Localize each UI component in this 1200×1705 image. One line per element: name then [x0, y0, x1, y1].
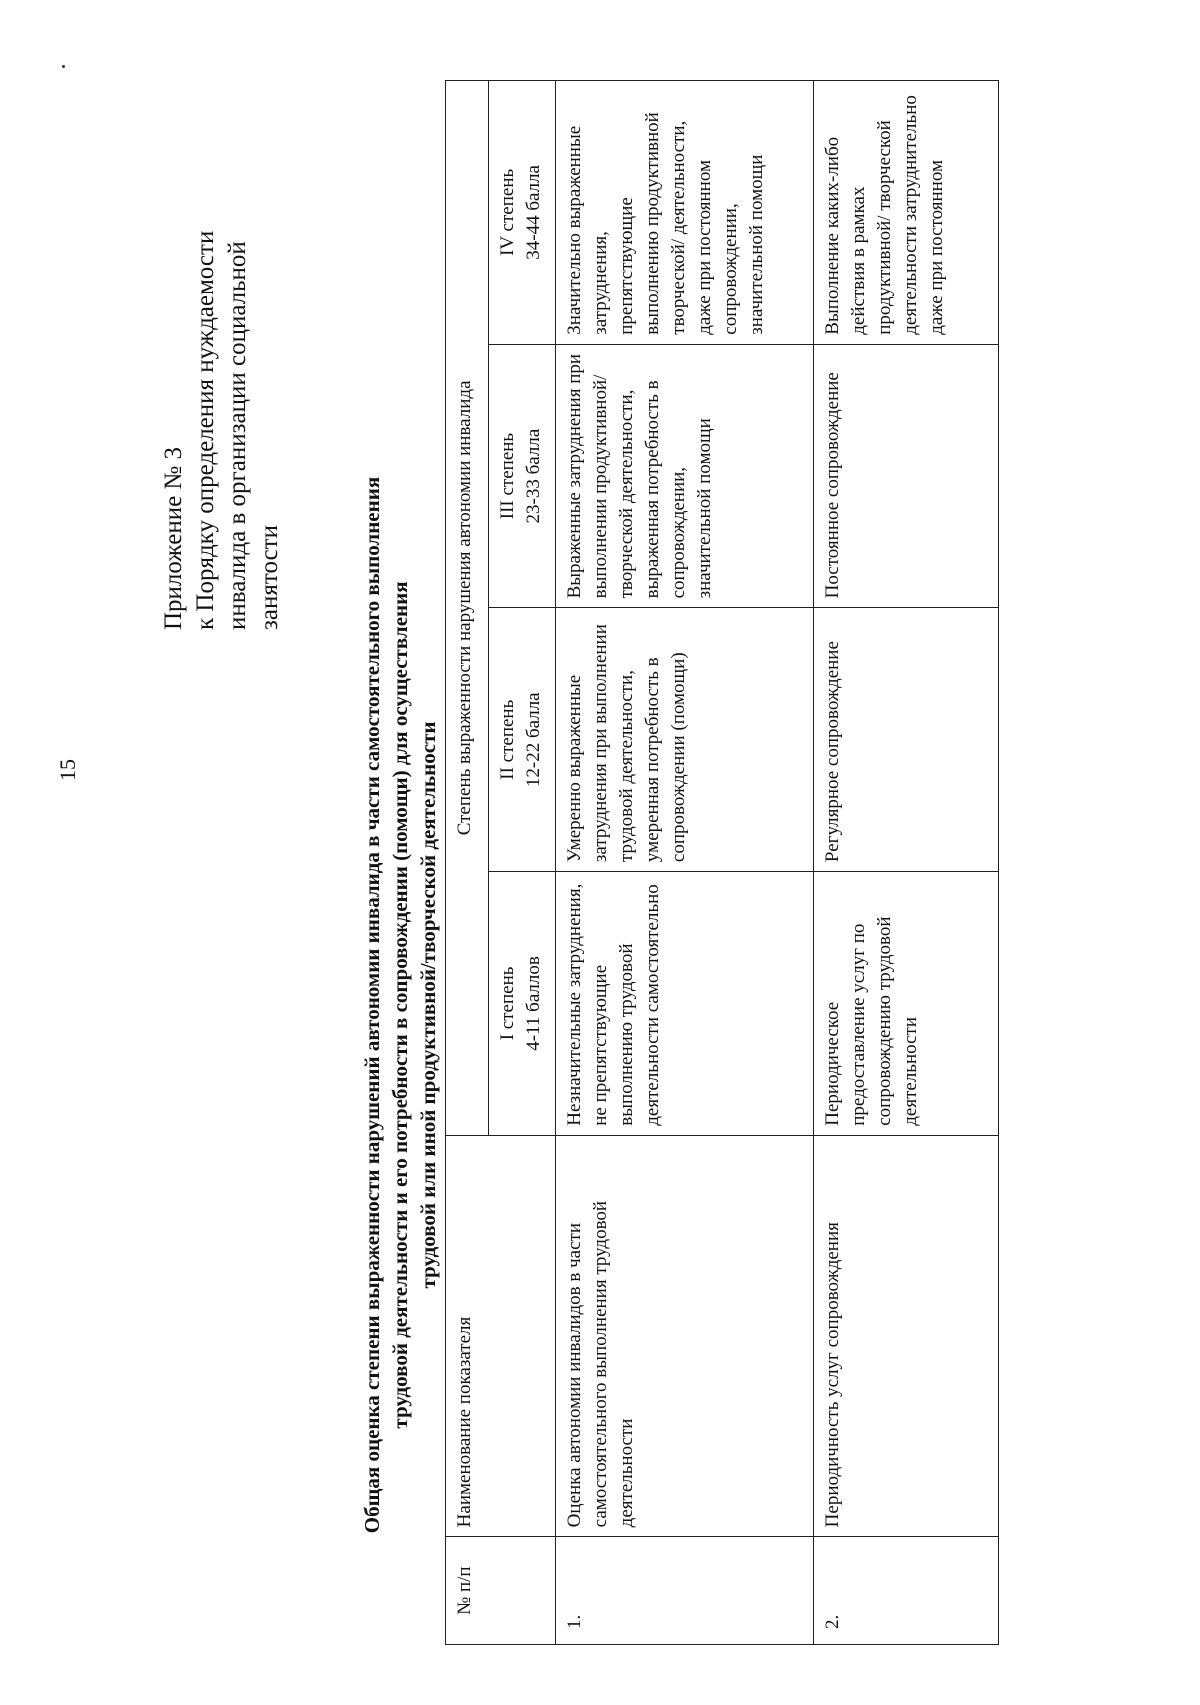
degree-points: 12-22 балла: [523, 692, 544, 788]
header-indicator-name: Наименование показателя: [446, 1135, 556, 1537]
header-degree-1: [489, 872, 556, 1136]
table-row: [556, 81, 814, 1645]
degree-points: 23-33 балла: [523, 428, 544, 524]
header-degree-4: [489, 81, 556, 345]
degree-name: I степень: [497, 966, 518, 1041]
appendix-heading: [158, 50, 286, 630]
table-title-line: трудовой деятельности и его потребности в сопровождении (помощи) для осуществления: [388, 581, 412, 1429]
appendix-line: к Порядку определения нуждаемости: [192, 230, 219, 630]
page-number: 15: [55, 759, 80, 781]
header-num: № п/п: [446, 1537, 556, 1645]
scan-speck: [62, 65, 65, 68]
degree-1-cell: Незначительные затруднения, не препятствующие выполнению трудовой деятельности самостоятельно: [556, 872, 814, 1136]
degree-3-cell: Постоянное сопровождение: [814, 344, 999, 608]
degree-1-cell: Периодическое предоставление услуг по сопровождению трудовой деятельности: [814, 872, 999, 1136]
table-title-line: трудовой или иной продуктивной/творческой деятельности: [416, 721, 440, 1289]
appendix-line: инвалида в организации социальной: [224, 241, 251, 630]
indicator-name: Периодичность услуг сопровождения: [814, 1135, 999, 1537]
row-number: [556, 1537, 814, 1645]
table-title-line: Общая оценка степени выраженности нарушений автономии инвалида в части самостоятельного выполнения: [360, 476, 384, 1534]
table-title: [358, 430, 442, 1580]
header-degree-group: Степень выраженности нарушения автономии инвалида: [446, 81, 489, 1136]
degree-points: 4-11 баллов: [523, 956, 544, 1051]
degree-name: IV степень: [497, 168, 518, 256]
table-row: [814, 81, 999, 1645]
row-number: [814, 1537, 999, 1645]
degree-4-cell: Выполнение каких-либо действия в рамках продуктивной/ творческой деятельности затруднительно даже при постоянном: [814, 81, 999, 345]
table-header-row: [446, 81, 489, 1645]
indicator-name: Оценка автономии инвалидов в части самостоятельного выполнения трудовой деятельности: [556, 1135, 814, 1537]
degree-4-cell: Значительно выраженные затруднения, препятствующие выполнению продуктивной творческой/ деятельности, даже при постоянном сопровождении, значительной помощи: [556, 81, 814, 345]
autonomy-assessment-table: [445, 80, 999, 1645]
degree-2-cell: Регулярное сопровождение: [814, 608, 999, 872]
degree-points: 34-44 балла: [523, 165, 544, 260]
header-degree-2: [489, 608, 556, 872]
degree-name: II степень: [497, 699, 518, 780]
degree-name: III степень: [497, 432, 518, 520]
appendix-line: занятости: [256, 525, 283, 630]
header-degree-3: [489, 344, 556, 608]
appendix-line: Приложение № 3: [160, 446, 187, 630]
degree-2-cell: Умеренно выраженные затруднения при выполнении трудовой деятельности, умеренная потребность в сопровождении (помощи): [556, 608, 814, 872]
row-number-text: 1.: [564, 1614, 585, 1629]
row-number-text: 2.: [822, 1614, 843, 1629]
degree-3-cell: Выраженные затруднения при выполнении продуктивной/ творческой деятельности, выраженная потребность в сопровождении, значительной помощи: [556, 344, 814, 608]
